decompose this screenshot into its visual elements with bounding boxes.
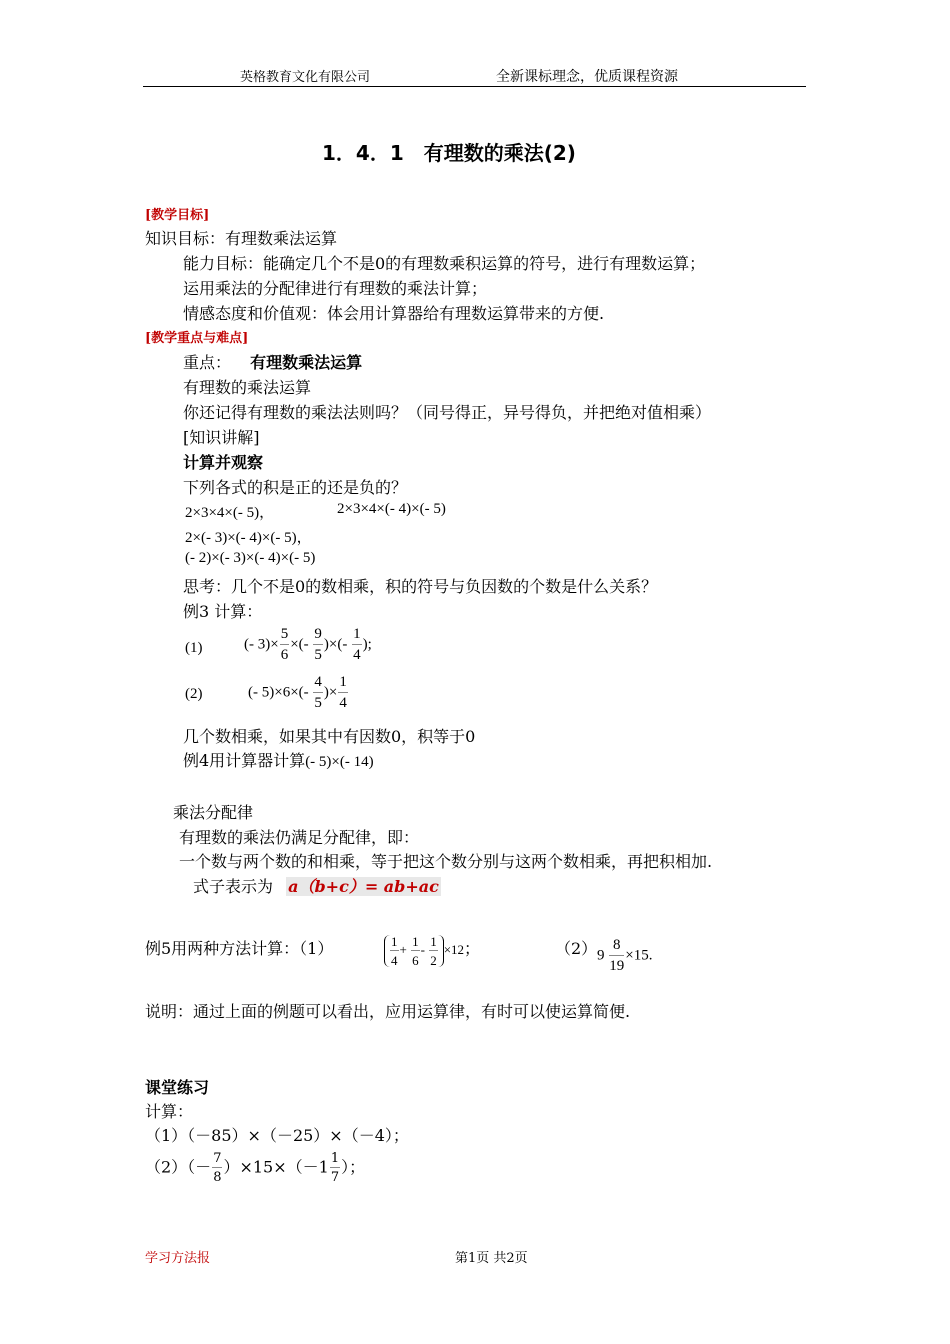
fraction-denominator: 4	[353, 647, 361, 663]
goals-heading: [教学目标]	[145, 208, 210, 223]
fraction-denominator: 8	[213, 1170, 222, 1185]
footer-source: 学习方法报	[145, 1251, 211, 1266]
ex3-1-expression	[244, 627, 372, 663]
fraction-numerator: 1	[352, 627, 362, 645]
practice-heading: 课堂练习	[145, 1078, 210, 1097]
fraction	[280, 627, 290, 663]
fraction-numerator: 1	[391, 934, 398, 949]
example-4-text: 例4用计算器计算	[183, 751, 306, 770]
focus-key	[183, 350, 362, 373]
fraction	[429, 935, 438, 967]
fraction	[390, 935, 399, 967]
expr-3: (- 2)×(- 3)×(- 4)×(- 5)	[185, 550, 316, 566]
example-5-text: 例5用两种方法计算：（1）	[145, 939, 334, 958]
fraction	[212, 1152, 222, 1184]
ex3-1-part-d: );	[362, 636, 372, 653]
ex3-2-label: (2)	[185, 686, 203, 702]
fraction-numerator: 7	[213, 1151, 222, 1166]
distributive-expression	[193, 874, 441, 897]
fraction-numerator: 9	[313, 627, 323, 645]
fraction-denominator: 4	[391, 953, 398, 968]
fraction-numerator: 1	[430, 934, 437, 949]
think-question: 思考：几个不是0的数相乘，积的符号与负因数的个数是什么关系？	[183, 577, 658, 596]
plus-sign: +	[399, 941, 407, 957]
example-4	[183, 748, 374, 771]
header-company: 英格教育文化有限公司	[240, 70, 371, 85]
parenthesis-group	[384, 935, 444, 967]
question: 下列各式的积是正的还是负的？	[183, 478, 408, 497]
practice-q2-part-c: ）；	[341, 1157, 366, 1177]
example-3-heading: 例3 计算：	[183, 602, 263, 621]
observe-heading: 计算并观察	[183, 453, 264, 472]
fraction-numerator: 1	[338, 675, 348, 693]
goal-distributive: 运用乘法的分配律进行有理数的乘法计算；	[183, 279, 488, 298]
times-15: ×15	[625, 947, 649, 964]
ex3-2-part-a: (- 5)×6×(-	[248, 684, 309, 701]
footer-page-number: 第1页 共2页	[455, 1251, 528, 1266]
example-5-label-2: （2）	[555, 939, 598, 958]
goal-ability: 能力目标：能确定几个不是0的有理数乘积运算的符号，进行有理数运算；	[183, 254, 706, 273]
fraction	[313, 675, 323, 711]
fraction	[411, 935, 420, 967]
focus-heading: [教学重点与难点]	[145, 331, 249, 346]
separator: ；	[464, 940, 481, 958]
practice-q2-part-b: ）×15×（－1	[223, 1157, 329, 1177]
fraction-denominator: 5	[314, 647, 322, 663]
ex3-1-label: (1)	[185, 640, 203, 656]
mixed-whole: 9	[597, 947, 605, 964]
ex3-1-part-a: (- 3)×	[244, 636, 279, 653]
fraction-denominator: 2	[430, 953, 437, 968]
expr-1a: 2×3×4×(- 5)，	[185, 505, 275, 521]
lecture-heading: [知识讲解]	[183, 428, 260, 447]
fraction	[313, 627, 323, 663]
practice-q2	[145, 1152, 365, 1184]
ex3-1-part-c: )×(-	[323, 636, 348, 653]
fraction-numerator: 4	[313, 675, 323, 693]
distributive-line-2: 一个数与两个数的和相乘，等于把这个数分别与这两个数相乘，再把积相加.	[179, 852, 713, 871]
practice-q2-part-a: （2）（－	[145, 1157, 212, 1177]
focus-line-1: 有理数的乘法运算	[183, 378, 312, 397]
fraction	[330, 1152, 340, 1184]
note: 说明：通过上面的例题可以看出，应用运算律，有时可以使运算简便.	[145, 1002, 631, 1021]
example-4-expr: (- 5)×(- 14)	[305, 754, 374, 770]
header-rule	[143, 86, 806, 87]
focus-key-label: 重点：	[183, 353, 232, 372]
fraction	[609, 938, 624, 974]
expression-label: 式子表示为	[193, 877, 274, 896]
fraction-numerator: 8	[609, 938, 624, 956]
ex3-1-part-b: ×(-	[290, 636, 309, 653]
goal-attitude: 情感态度和价值观：体会用计算器给有理数运算带来的方便.	[183, 304, 605, 323]
fraction-numerator: 5	[280, 627, 290, 645]
practice-q1: （1）（－85）×（－25）×（－4）；	[145, 1126, 409, 1145]
example-5-part-1	[384, 935, 480, 967]
header-slogan: 全新课标理念，优质课程资源	[496, 69, 678, 85]
expr-1b: 2×3×4×(- 4)×(- 5)	[337, 501, 446, 517]
distributive-line-1: 有理数的乘法仍满足分配律，即：	[179, 828, 420, 847]
ex3-2-part-b: )×	[323, 684, 338, 701]
distributive-formula: a（b+c）= ab+ac	[288, 877, 439, 896]
fraction-denominator: 6	[412, 953, 419, 968]
fraction-denominator: 5	[314, 695, 322, 711]
practice-label: 计算：	[145, 1102, 194, 1121]
times-12: ×12	[443, 941, 465, 957]
fraction-numerator: 1	[412, 934, 419, 949]
focus-line-2: 你还记得有理数的乘法法则吗？（同号得正，异号得负，并把绝对值相乘）	[183, 403, 712, 422]
fraction-denominator: 7	[330, 1170, 340, 1185]
fraction	[338, 675, 348, 711]
fraction-denominator: 19	[609, 958, 625, 974]
fraction-denominator: 6	[280, 647, 289, 663]
goal-knowledge: 知识目标：有理数乘法运算	[145, 229, 338, 248]
minus-sign: -	[420, 941, 425, 957]
page-title: 1．4．1 有理数的乘法(2)	[322, 141, 576, 165]
fraction	[352, 627, 362, 663]
example-5-part-2	[597, 938, 652, 974]
period: .	[648, 947, 653, 964]
expr-2: 2×(- 3)×(- 4)×(- 5)，	[185, 530, 312, 546]
ex3-2-expression	[248, 675, 349, 711]
zero-rule: 几个数相乘，如果其中有因数0，积等于0	[183, 727, 476, 746]
fraction-numerator: 1	[330, 1151, 340, 1166]
fraction-denominator: 4	[339, 695, 347, 711]
distributive-heading: 乘法分配律	[173, 803, 254, 822]
focus-key-value: 有理数乘法运算	[250, 353, 363, 372]
